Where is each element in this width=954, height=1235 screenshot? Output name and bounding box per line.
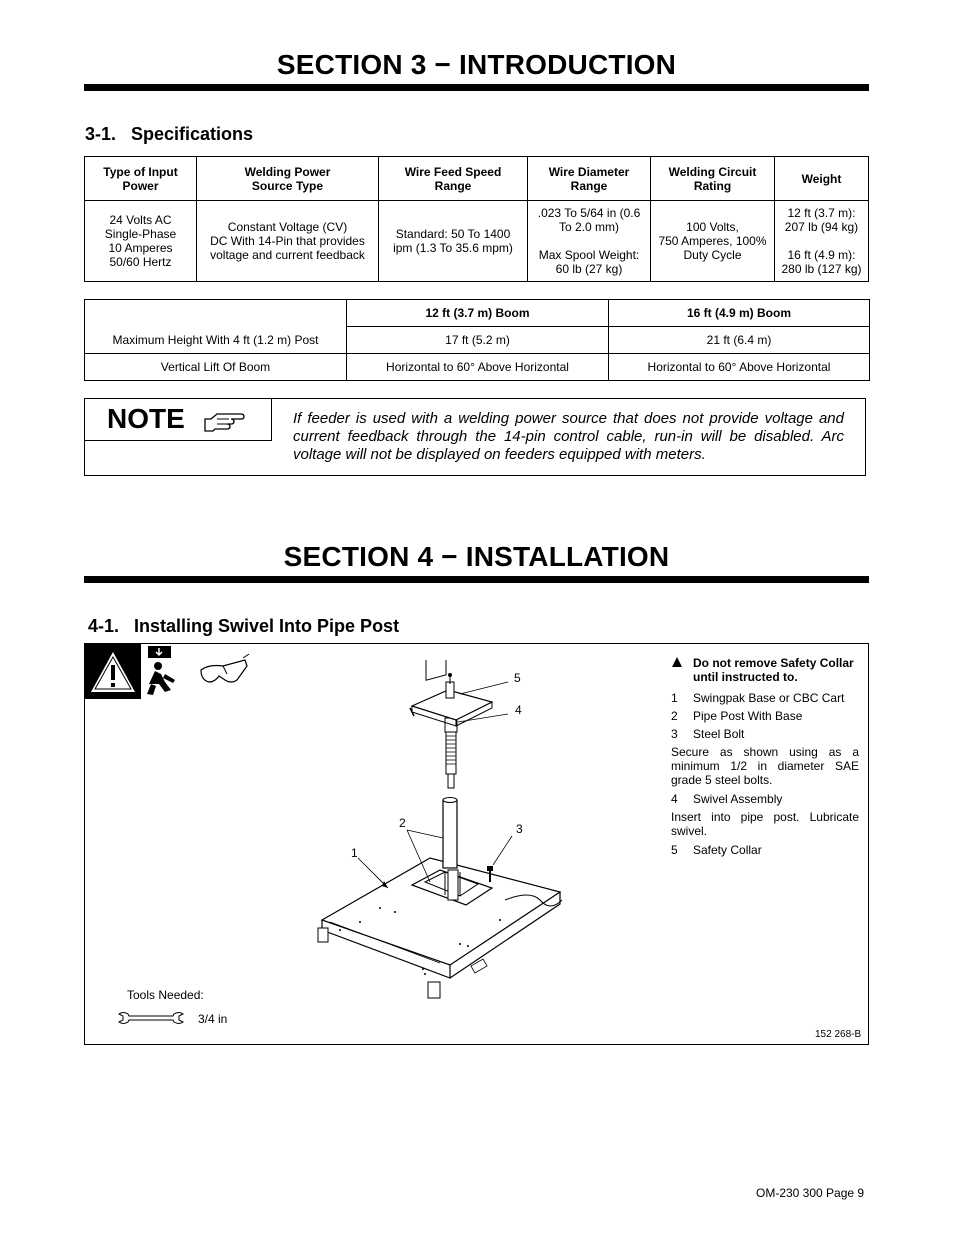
note-label-box [85, 399, 272, 441]
falling-object-icon [141, 644, 197, 699]
boom-header-16ft: 16 ft (4.9 m) Boom [609, 300, 870, 327]
cell-circuit-rating: 100 Volts, 750 Amperes, 100% Duty Cycle [651, 201, 775, 282]
swivel-installation-illustration [300, 660, 580, 1010]
note-box [84, 398, 866, 476]
callout-4: 4 [515, 703, 522, 717]
cell-input-power: 24 Volts AC Single-Phase 10 Amperes 50/60 Hertz [85, 201, 197, 282]
section-4-rule [84, 576, 869, 583]
tool-size: 3/4 in [198, 1012, 228, 1026]
warning-triangle-icon [85, 644, 141, 699]
boom-cell-height-12ft: 17 ft (5.2 m) [347, 327, 609, 354]
section-4-title: SECTION 4 − INSTALLATION [283, 541, 670, 572]
boom-header-12ft: 12 ft (3.7 m) Boom [347, 300, 609, 327]
header-input-power: Type of Input Power [85, 157, 197, 201]
instruction-list [671, 656, 859, 861]
safety-icon-strip [84, 643, 253, 699]
page-footer: OM-230 300 Page 9 [756, 1186, 865, 1200]
note-text: If feeder is used with a welding power source that does not provide voltage and current feedback through the 14-pin control cable, run-in will be disabled. Arc voltage will not be displayed on feeders equipped with meters. [293, 410, 844, 463]
header-weight: Weight [775, 157, 869, 201]
boom-table [84, 299, 870, 381]
boom-cell-lift-12ft: Horizontal to 60° Above Horizontal [347, 354, 609, 381]
cell-wire-diameter: .023 To 5/64 in (0.6 To 2.0 mm) Max Spool Weight: 60 lb (27 kg) [528, 201, 651, 282]
callout-3: 3 [516, 822, 523, 836]
boom-cell-height-16ft: 21 ft (6.4 m) [609, 327, 870, 354]
section-3-title: SECTION 3 − INTRODUCTION [276, 49, 677, 80]
safety-glasses-icon [197, 644, 253, 699]
header-wire-diameter: Wire Diameter Range [528, 157, 651, 201]
callout-1: 1 [351, 846, 358, 860]
cell-weight: 12 ft (3.7 m): 207 lb (94 kg) 16 ft (4.9 m): 280 lb (127 kg) [775, 201, 869, 282]
header-circuit-rating: Welding Circuit Rating [651, 157, 775, 201]
callout-5: 5 [514, 671, 521, 685]
pointing-hand-icon [203, 411, 245, 433]
instruction-para-1: Secure as shown using as a minimum 1/2 in diameter SAE grade 5 steel bolts. [671, 745, 859, 787]
boom-cell-lift-16ft: Horizontal to 60° Above Horizontal [609, 354, 870, 381]
warning-text: Do not remove Safety Collar until instructed to. [693, 656, 854, 684]
cell-source-type: Constant Voltage (CV) DC With 14-Pin that provides voltage and current feedback [197, 201, 379, 282]
specifications-table [84, 156, 869, 282]
list-item: 3 Steel Bolt [671, 727, 745, 741]
figure-id: 152 268-B [815, 1029, 862, 1040]
cell-wire-feed: Standard: 50 To 1400 ipm (1.3 To 35.6 mpm) [379, 201, 528, 282]
warning-item [671, 656, 859, 684]
header-wire-feed: Wire Feed Speed Range [379, 157, 528, 201]
callout-2: 2 [399, 816, 406, 830]
list-item: 4 Swivel Assembly [671, 792, 783, 806]
section-3-rule [84, 84, 869, 91]
list-item: 5 Safety Collar [671, 843, 762, 857]
header-source-type: Welding Power Source Type [197, 157, 379, 201]
instruction-para-2: Insert into pipe post. Lubricate swivel. [671, 810, 859, 838]
list-item: 1 Swingpak Base or CBC Cart [671, 691, 845, 705]
note-label: NOTE [107, 403, 185, 434]
subsection-4-1-title: 4-1. Installing Swivel Into Pipe Post [88, 616, 400, 636]
list-item: 2 Pipe Post With Base [671, 709, 803, 723]
boom-row-label-height: Maximum Height With 4 ft (1.2 m) Post [85, 300, 347, 354]
wrench-icon [117, 1010, 185, 1026]
warning-bullet-icon [671, 656, 693, 684]
boom-row-label-lift: Vertical Lift Of Boom [85, 354, 347, 381]
subsection-3-1-title: 3-1. Specifications [85, 124, 254, 144]
tools-needed-label: Tools Needed: [127, 988, 204, 1002]
